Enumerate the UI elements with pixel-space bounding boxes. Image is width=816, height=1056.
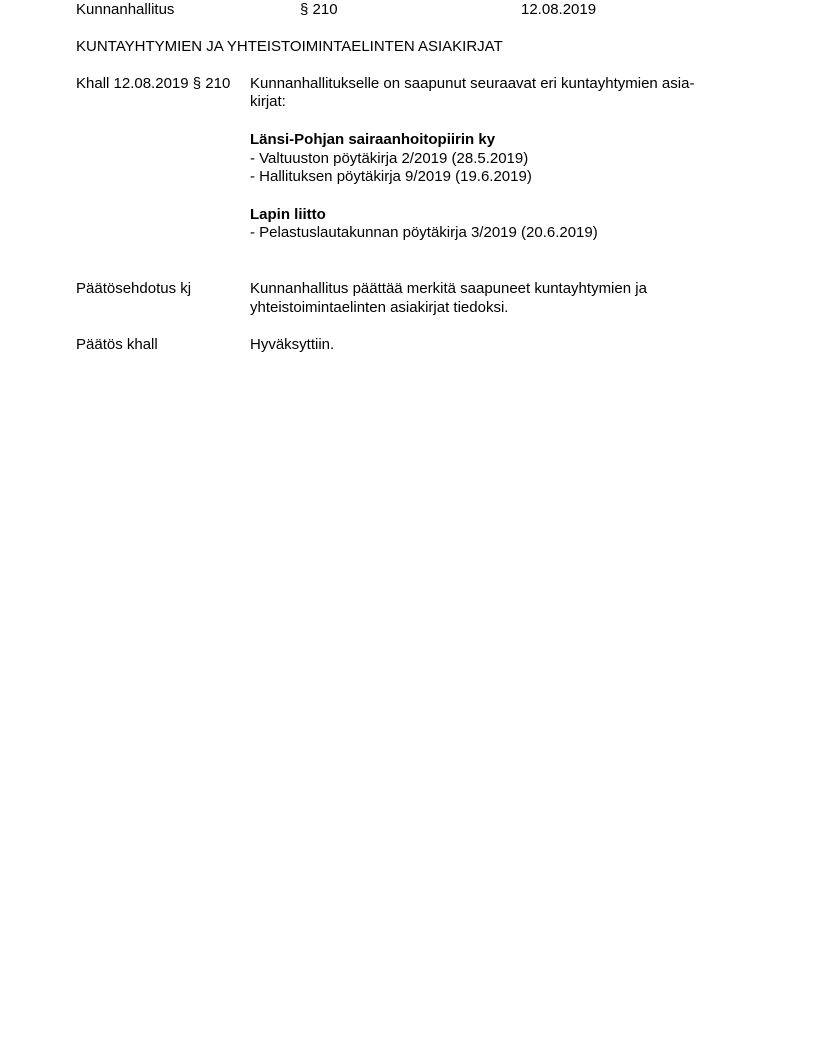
- header-date: 12.08.2019: [521, 1, 597, 18]
- document-title: KUNTAYHTYMIEN JA YHTEISTOIMINTAELINTEN ASIAKIRJAT: [76, 38, 503, 55]
- organization-heading: Lapin liitto: [250, 206, 326, 223]
- matter-reference: Khall 12.08.2019 § 210: [76, 75, 231, 92]
- document-list-item: - Hallituksen pöytäkirja 9/2019 (19.6.2019): [250, 168, 532, 185]
- matter-intro-line-1: Kunnanhallitukselle on saapunut seuraavat eri kuntayhtymien asia-: [250, 75, 695, 92]
- document-list-item: - Pelastuslautakunnan pöytäkirja 3/2019 (20.6.2019): [250, 224, 598, 241]
- header-section: § 210: [300, 1, 338, 18]
- document-list-item: - Valtuuston pöytäkirja 2/2019 (28.5.2019): [250, 150, 529, 167]
- decision-text: Hyväksyttiin.: [250, 336, 335, 353]
- decision-label: Päätös khall: [76, 336, 158, 353]
- proposal-text-line-2: yhteistoimintaelinten asiakirjat tiedoksi.: [250, 299, 509, 316]
- matter-intro-line-2: kirjat:: [250, 93, 286, 110]
- organization-heading: Länsi-Pohjan sairaanhoitopiirin ky: [250, 131, 496, 148]
- header-organ: Kunnanhallitus: [76, 1, 175, 18]
- proposal-text-line-1: Kunnanhallitus päättää merkitä saapuneet kuntayhtymien ja: [250, 280, 647, 297]
- proposal-label: Päätösehdotus kj: [76, 280, 192, 297]
